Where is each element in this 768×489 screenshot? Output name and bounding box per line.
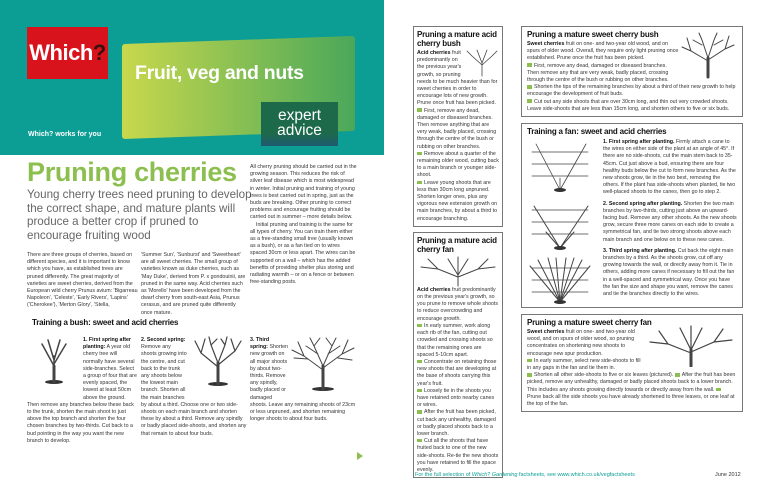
tree-illustration-step-2 <box>189 335 247 389</box>
page-subtitle: Young cherry trees need pruning to develop the correct shape, and mature plants will produce a better crop if pruned to encourage fruiting wood <box>27 188 252 242</box>
acid-fan-tree-illustration <box>417 255 499 287</box>
sweet-fan-lead-bold: Sweet cherries <box>527 329 565 336</box>
acid-column <box>413 26 503 478</box>
tagline: Which? works for you <box>28 131 102 138</box>
intro-para-2: Initial pruning and training is the same for all types of cherry. You can train them either as a free-standing small tree (usually known as a bush), or as a fan tied on to wires spaced 30cm or less apart. The wires can be supported on a wall – which has the added benefits of providing shelter plus storing and radiating warmth – or on a fence or between free-standing posts. <box>250 221 356 286</box>
bullet-icon <box>417 152 422 156</box>
intro-column-3 <box>250 164 358 286</box>
bullet-text: Shorten the tips of the remaining branches by about a third of their new growth to help encourage the development of fruit buds. <box>527 84 736 98</box>
fan-step-2 <box>603 201 737 244</box>
bullet-icon <box>527 373 532 377</box>
step-1-text: A year old cherry tree will normally have several side-branches. Select a group of four that are evenly spaced, the lowest at least 50cm above the ground. Then remove any branches below these back to the trunk, shorten the main shoot to just above the top branch and shorten the four chosen branches by two-thirds. Cut back to a bud pointing in the way you want the new branch to develop. <box>27 344 137 444</box>
sweet-bush-lead: fruit on one- and two-year old wood, and on spurs of older wood. Overall, they require only light pruning once established. Prune once the fruit has been picked. <box>527 41 679 62</box>
acid-fan-heading: Pruning a mature acid cherry fan <box>417 235 497 254</box>
bullet-text: Loosely tie in the shoots you have retained onto nearby canes or wires. <box>417 387 495 409</box>
logo-text: Which <box>29 40 93 65</box>
bullet-text: Cut all the shoots that have fruited back to one of the new side-shoots. Re-tie the new shoots you have retained to fill the space evenly. <box>417 438 499 473</box>
sweet-bush-heading: Pruning a mature sweet cherry bush <box>527 30 659 39</box>
fan-step-1-text: Firmly attach a cane to the wires on either side of the plant at an angle of 45°. If there are no side-shoots, cut the main stem back to 35-45cm. Cut just above a bud, ensuring there are four healthy buds below the cut to form new branches. As the new shoots grow, tie in the two best, removing the others. If the plant has side-shoots when planted, tie two well-placed shoots to the canes, then go to step 2. <box>603 139 736 196</box>
bullet-icon <box>417 360 422 364</box>
step-3-label: 3. Third spring: <box>250 337 270 351</box>
bullet-icon <box>527 99 532 103</box>
sweet-fan-heading: Pruning a mature sweet cherry fan <box>527 318 652 328</box>
footer-link[interactable] <box>415 472 635 478</box>
fan-step-3-text: Cut back the eight main branches by a third. As the shoots grow, cut off any growing towards the wall, or directly away from it. Tie in others, adding more canes if necessary to fill out the fan in a well-spaced and symmetrical way. Once you have the fan the size and shape you want, remove the canes and tie the branches directly to the wires. <box>603 247 735 298</box>
sweet-bush-bullet <box>527 84 737 98</box>
continue-arrow-icon <box>357 452 363 460</box>
bullet-text: After the fruit has been picked, remove any unhealthy, damaged or badly placed shoots back to a lower branch. This includes any shoots growing directly towards or directly away from the wall. <box>527 372 736 393</box>
sweet-fan-box <box>521 314 743 412</box>
expert-advice-badge <box>261 102 338 146</box>
bullet-icon <box>417 108 422 112</box>
bullet-icon <box>527 63 532 67</box>
intro-column-2: 'Summer Sun', 'Sunburst' and 'Sweetheart' are all sweet cherries. The small group of varieties known as duke cherries, such as 'May Duke', derived from P. x gondouinii, are pruned in the same way. Acid cherries such as 'Morello' have been developed from the dwarf cherry from south-east Asia, Prunus cerasus, and are pruned quite differently once mature. <box>141 252 246 316</box>
bullet-text: First, remove any dead, damaged or diseased branches. Then remove any that are very weak, badly placed, crossing through the centre of the bush or rubbing on other branches. <box>527 62 669 84</box>
bullet-text: In early summer, select new side-shoots to fill in any gaps in the fan and tie them in. <box>527 357 641 372</box>
footer-text-em: Which? Gardening <box>471 472 518 478</box>
bullet-icon <box>527 85 532 89</box>
acid-fan-lead-bold: Acid cherries <box>417 286 451 293</box>
bullet-text: Prune back all the side shoots you have already shortened to three leaves, or one leaf at the top of the fan. <box>527 393 735 408</box>
bullet-text: In early summer, work along each rib of the fan, cutting out crowded and crossing shoots so that the remaining ones are spaced 5-10cm apart. <box>417 322 493 358</box>
bullet-text: After the fruit has been picked, cut back any unhealthy, damaged or badly placed shoots back to a lower branch. <box>417 409 496 437</box>
acid-bush-bullet <box>417 151 499 180</box>
fan-step-3 <box>603 248 737 298</box>
bullet-text: Leave young shoots that are less than 30cm long unpruned. Shorten longer ones, plus any vigorous new extension growth on main branches, by about a third to encourage branching. <box>417 179 498 222</box>
sweet-bush-bullet <box>527 99 737 113</box>
sweet-fan-tree-illustration <box>646 323 736 367</box>
bullet-icon <box>716 388 721 392</box>
publication-date: June 2012 <box>715 472 741 478</box>
fan-step-1 <box>603 139 737 197</box>
sweet-bush-tree-icon <box>680 31 736 79</box>
page-title: Pruning cherries <box>27 157 237 187</box>
step-3-text: Shorten new growth on all major shoots by about two-thirds. Remove any spindly, badly placed or damaged shoots. Leave any remaining shoots of 23cm or less unpruned, and shorten remaining longer shoots to about four buds. <box>250 344 356 423</box>
fan-training-heading: Training a fan: sweet and acid cherries <box>527 127 667 137</box>
fan-step-3-label: 3. Third spring after planting. <box>603 247 677 254</box>
step-2-label: 2. Second spring: <box>141 337 186 343</box>
bullet-icon <box>417 389 422 393</box>
fan-step-2-label: 2. Second spring after planting. <box>603 200 683 207</box>
acid-bush-box <box>413 26 503 227</box>
badge-line-2: advice <box>277 121 322 139</box>
sweet-column <box>521 26 743 412</box>
acid-fan-box <box>413 232 503 478</box>
fan-training-diagrams <box>526 140 596 306</box>
acid-bush-heading: Pruning a mature acid cherry bush <box>417 30 497 48</box>
intro-para-1: All cherry pruning should be carried out in the growing season. This reduces the risk of silver leaf disease which is most widespread in winter. Initial pruning and training of young trees is best carried out in spring, just as the buds are breaking. Other pruning to correct problems and encourage fruiting should be carried out in summer – more details below. <box>250 164 357 221</box>
sweet-bush-lead-bold: Sweet cherries <box>527 41 565 47</box>
step-2-text: Remove any shoots growing into the centre, and cut back to the trunk any shoots below the lowest main branch. Shorten all the main branches by about a third. Choose one or two side-shoots on each main branch and shorten these by about a third. Remove any spindly or badly placed side-shoots, and shorten any that remain to about four buds. <box>141 344 247 437</box>
acid-fan-bullet <box>417 438 499 474</box>
intro-column-1: There are three groups of cherries, based on different species, and it is important to know which you have, as established trees are pruned differently. The great majority of varieties are sweet cherries, derived from the European wild cherry Prunus avium: 'Bigarreau Napoleon', 'Celeste', 'Early Rivers', 'Lapins' ('Cherokee'), 'Merton Glory', 'Stella, <box>27 252 138 309</box>
sweet-fan-lead: fruit on one- and two-year old wood, and on spurs of older wood, so pruning concentrates on shortening new shoots to encourage new spur production. <box>527 329 635 357</box>
footer-text-post: factsheets, see www.which.co.uk/vegfactsheets <box>517 472 635 478</box>
acid-fan-bullet <box>417 388 499 410</box>
sweet-bush-box <box>521 26 743 117</box>
badge-line-1: expert <box>277 107 322 124</box>
acid-fan-bullet <box>417 409 499 438</box>
acid-fan-bullet <box>417 359 499 388</box>
which-logo[interactable] <box>27 27 108 79</box>
bush-training-heading: Training a bush: sweet and acid cherries <box>32 318 179 327</box>
bullet-text: Remove about a quarter of the remaining older wood, cutting back to a main branch or younger side-shoot. <box>417 150 499 179</box>
bullet-icon <box>417 181 422 185</box>
bush-step-1 <box>27 337 137 445</box>
bullet-icon <box>417 324 422 328</box>
bullet-icon <box>417 439 422 443</box>
tree-illustration-step-3 <box>288 336 358 394</box>
acid-bush-bullet <box>417 180 499 223</box>
acid-fan-bullet <box>417 323 499 359</box>
bullet-text: Cut out any side shoots that are over 30cm long, and thin out very crowded shoots. Leave side-shoots that are less than 15cm long, and shorten others to five or six buds. <box>527 98 730 112</box>
acid-bush-lead: fruit predominantly on the previous year's growth, so pruning needs to be much heavier than for sweet cherries in order to encourage lots of new growth. Prune once fruit has been picked. <box>417 50 498 107</box>
bullet-icon <box>527 359 532 363</box>
fan-training-box <box>521 123 743 308</box>
bullet-text: Concentrate on retaining those new shoots that are developing at the base of shoots carrying this year's fruit. <box>417 358 497 387</box>
acid-bush-lead-bold: Acid cherries <box>417 50 451 56</box>
bullet-text: Shorten all other side-shoots to five or six leaves (pictured). <box>534 372 674 379</box>
footer-text-pre: For the full selection of <box>415 472 472 478</box>
bullet-icon <box>417 410 422 414</box>
bullet-text: First, remove any dead, damaged or diseased branches. Then remove anything that are very weak, badly placed, crossing through the centre of the bush or rubbing on other branches. <box>417 107 497 150</box>
logo-question-mark: ? <box>92 40 106 65</box>
step-1-label: 1. First spring after planting: <box>83 337 131 351</box>
fan-step-2-text: Shorten the two main branches by two-thirds, cutting just above an upward-facing bud. Remove any other shoots. As the new shoots grow, secure three more canes on each side to create a symmetrical fan, and tie two strong shoots above each main branch and one below on to these new canes. <box>603 200 737 243</box>
fan-step-1-label: 1. First spring after planting. <box>603 139 675 146</box>
acid-bush-bullet <box>417 108 499 151</box>
bullet-icon <box>675 373 680 377</box>
acid-bush-tree-icon <box>464 47 500 77</box>
acid-fan-lead: fruit predominantly on the previous year's growth, so you prune to remove whole shoots to reduce overcrowding and encourage growth. <box>417 286 498 322</box>
series-title: Fruit, veg and nuts <box>135 62 304 84</box>
